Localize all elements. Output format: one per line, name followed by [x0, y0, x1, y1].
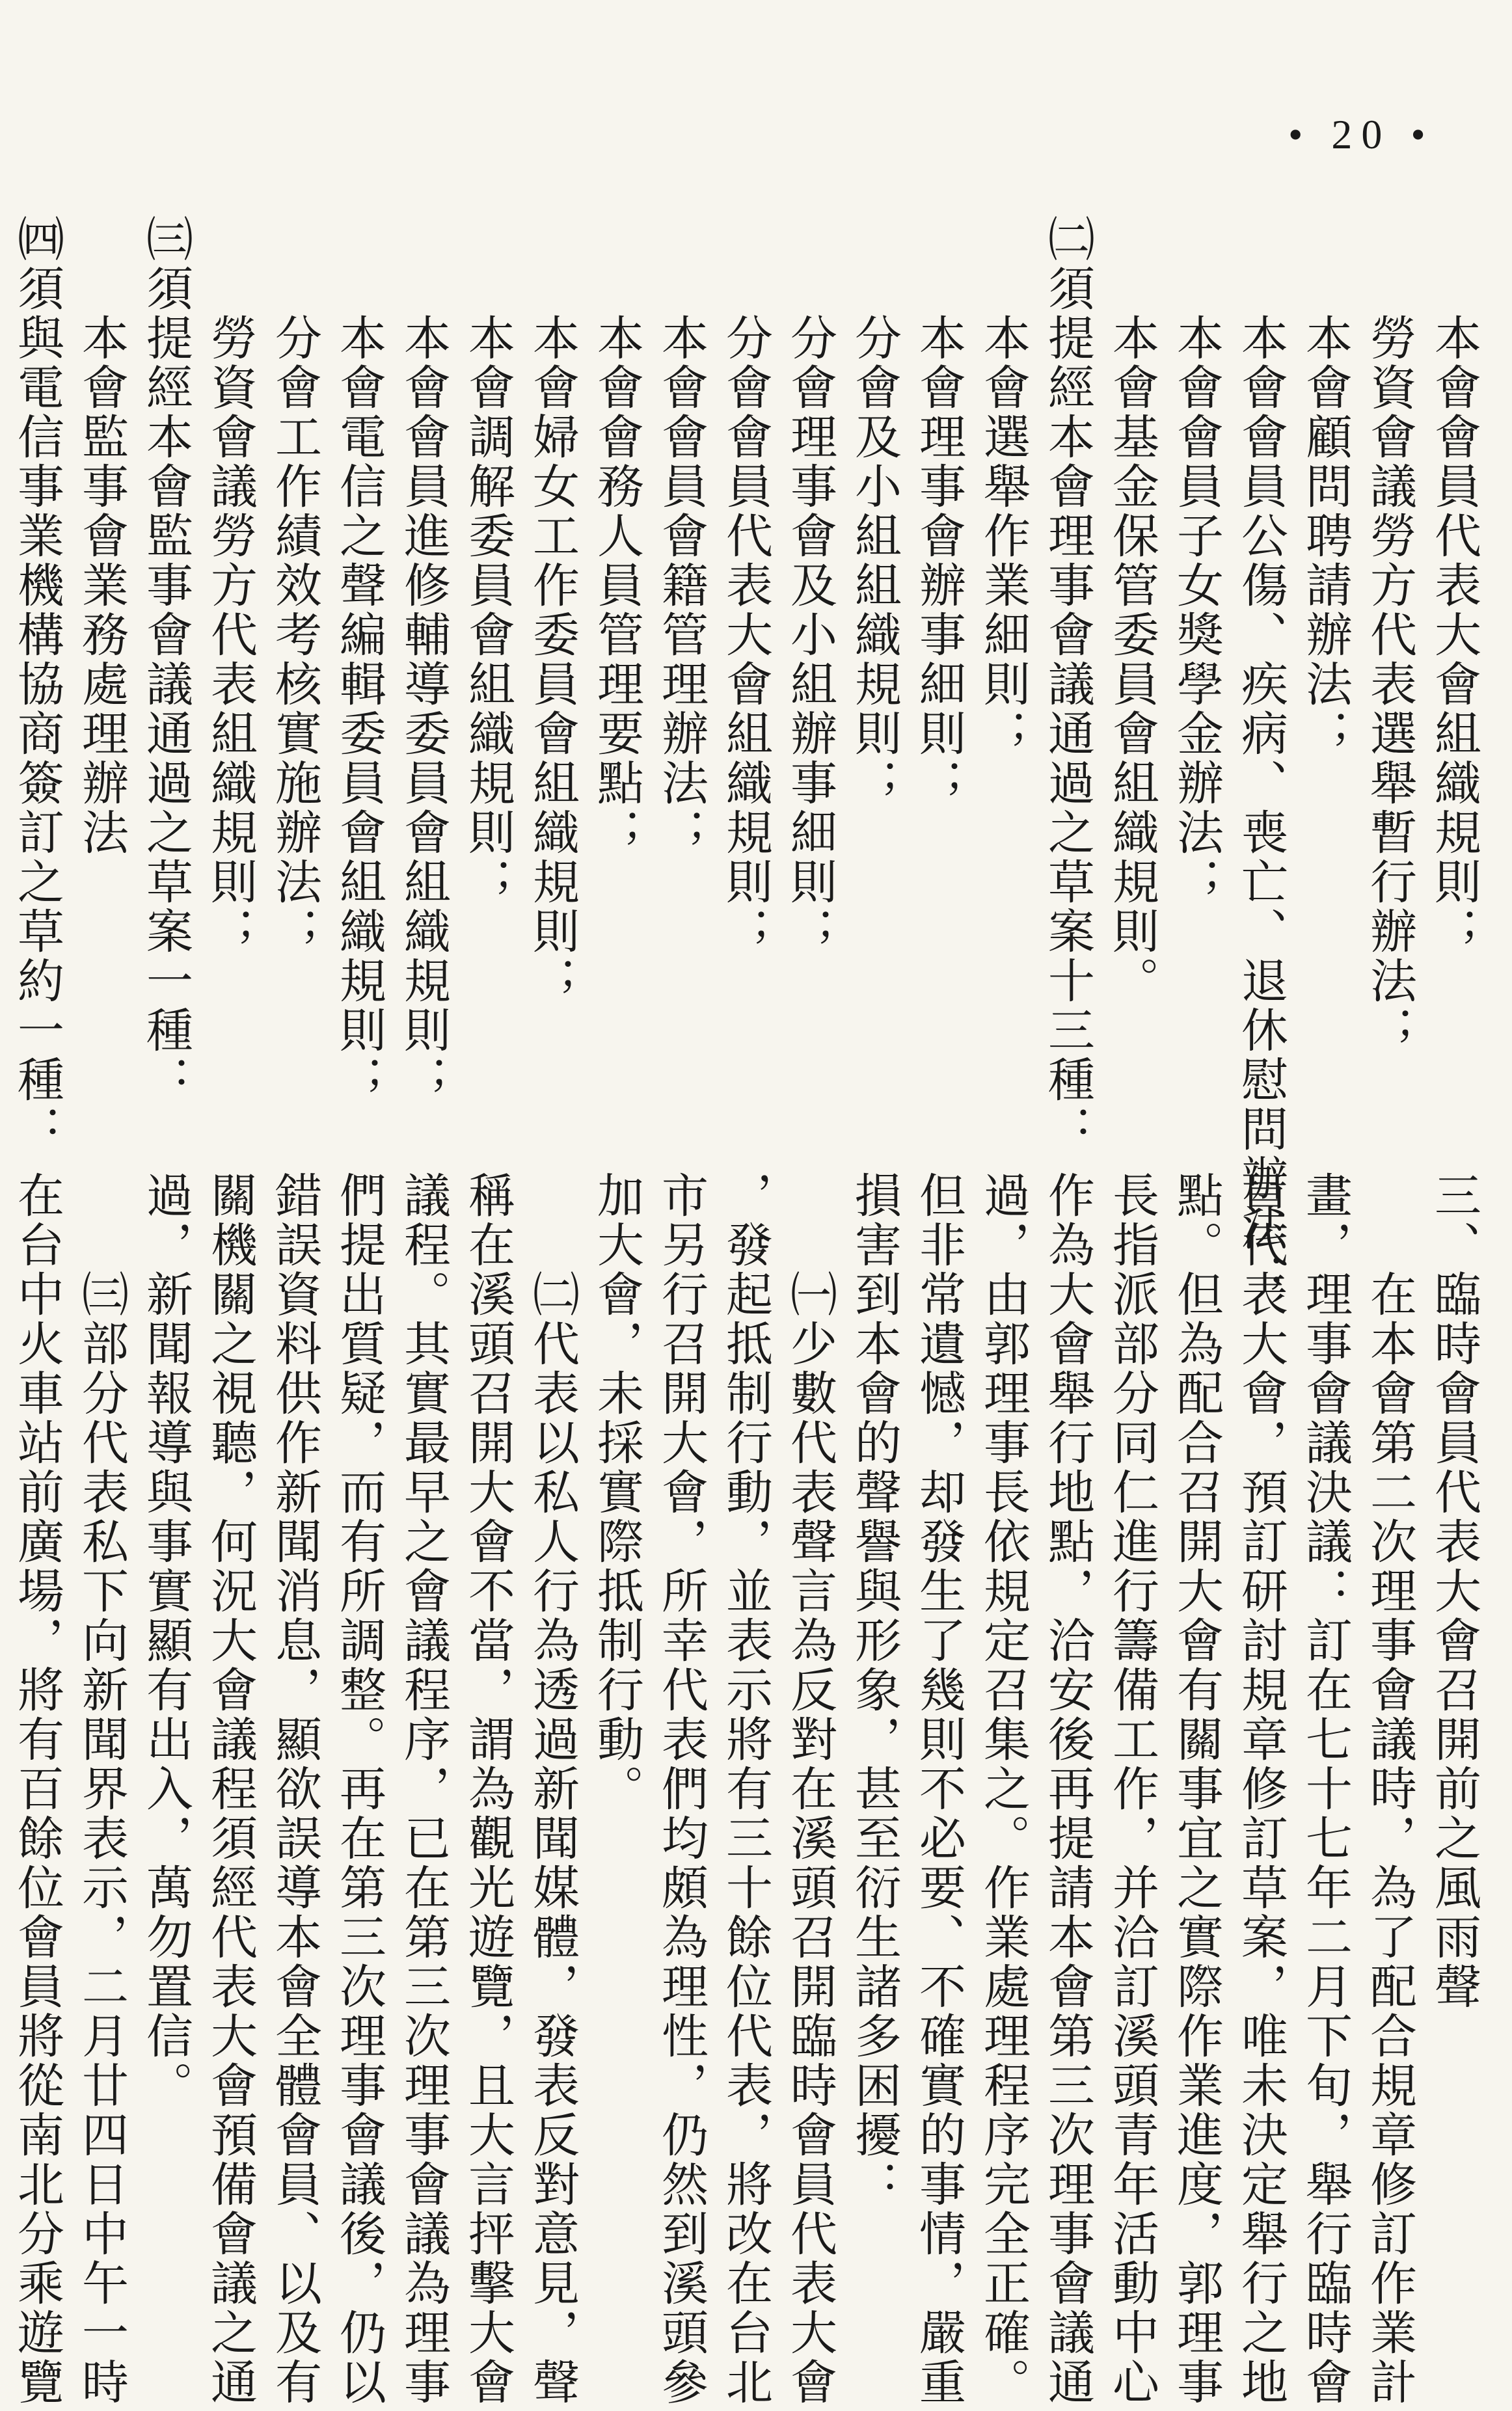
page-number: • 20 • — [1288, 111, 1435, 157]
text-column: 議程。其實最早之會議程序，已在第三次理事會議為理事 — [396, 1171, 451, 2407]
text-column: 本會會員進修輔導委員會組織規則； — [396, 215, 451, 1105]
text-column: 本會婦女工作委員會組織規則； — [525, 215, 580, 1006]
text-column: ㈡須提經本會理事會議通過之草案十三種： — [1040, 215, 1095, 1154]
text-column: 本會會員會籍管理辦法； — [654, 215, 709, 857]
text-column: 本會理事會辦事細則； — [911, 215, 966, 808]
text-column: 畫，理事會議決議：訂在七十七年二月下旬，舉行臨時會 — [1298, 1171, 1353, 2407]
bottom-text-block — [0, 1171, 1486, 2407]
text-column: 關機關之視聽，何況大會議程須經代表大會預備會議之通 — [203, 1171, 258, 2407]
text-column: 加大會，未採實際抵制行動。 — [589, 1171, 644, 1814]
text-column — [0, 215, 5, 1158]
text-column: ㈢部分代表私下向新聞界表示，二月廿四日中午一時 — [74, 1171, 129, 2407]
text-column: 錯誤資料供作新聞消息，顯欲誤導本會全體會員、以及有 — [267, 1171, 322, 2407]
text-column: 分會理事會及小組辦事細則； — [783, 215, 837, 956]
text-column: ㈢須提經本會監事會議通過之草案一種： — [139, 215, 193, 1105]
text-column: 分會及小組組織規則； — [847, 215, 902, 808]
text-column: ㈡代表以私人行為透過新聞媒體，發表反對意見，聲 — [525, 1171, 580, 2407]
text-column: 損害到本會的聲譽與形象，甚至衍生諸多困擾： — [847, 1171, 902, 2209]
text-column: 作為大會舉行地點，洽安後再提請本會第三次理事會議通 — [1040, 1171, 1095, 2407]
text-column: 本會調解委員會組織規則； — [461, 215, 515, 907]
text-column: 本會會員公傷、疾病、喪亡、退休慰問辦法； — [1234, 215, 1288, 1302]
text-column: 在台中火車站前廣場，將有百餘位會員將從南北分乘遊覽 — [10, 1171, 64, 2407]
top-text-block — [0, 215, 1486, 1302]
text-column: 過，新聞報導與事實顯有出入，萬勿置信。 — [139, 1171, 193, 2110]
text-column: 市另行召開大會，所幸代表們均頗為理性，仍然到溪頭參 — [654, 1171, 709, 2407]
text-column: 本會監事會業務處理辦法 — [74, 215, 129, 857]
text-column: 長指派部分同仁進行籌備工作，并洽訂溪頭青年活動中心 — [1105, 1171, 1159, 2407]
text-column: 本會選舉作業細則； — [976, 215, 1031, 759]
text-column: ㈠少數代表聲言為反對在溪頭召開臨時會員代表大會 — [783, 1171, 837, 2407]
text-column — [0, 1171, 5, 2277]
text-column: 本會顧問聘請辦法； — [1298, 215, 1353, 759]
text-column: 們提出質疑，而有所調整。再在第三次理事會議後，仍以 — [332, 1171, 386, 2407]
text-column: 勞資會議勞方代表選舉暫行辦法； — [1362, 215, 1417, 1055]
text-column: 三、臨時會員代表大會召開前之風雨聲 — [1427, 1171, 1481, 2012]
text-column: 分會會員代表大會組織規則； — [718, 215, 773, 956]
text-column: 勞資會議勞方代表組織規則； — [203, 215, 258, 956]
text-column: 在本會第二次理事會議時，為了配合規章修訂作業計 — [1362, 1171, 1417, 2407]
text-column: 但非常遺憾，却發生了幾則不必要、不確實的事情，嚴重 — [911, 1171, 966, 2407]
text-column: 員代表大會，預訂研討規章修訂草案，唯未決定舉行之地 — [1234, 1171, 1288, 2407]
text-column: 稱在溪頭召開大會不當，謂為觀光遊覽，且大言抨擊大會 — [461, 1171, 515, 2407]
text-column: ，發起抵制行動，並表示將有三十餘位代表，將改在台北 — [718, 1171, 773, 2407]
text-column: 本會電信之聲編輯委員會組織規則； — [332, 215, 386, 1105]
text-column: ㈣須與電信事業機構協商簽訂之草約一種： — [10, 215, 64, 1154]
text-column: 本會會務人員管理要點； — [589, 215, 644, 857]
text-column: 本會會員代表大會組織規則； — [1427, 215, 1481, 956]
text-column: 過，由郭理事長依規定召集之。作業處理程序完全正確。 — [976, 1171, 1031, 2407]
text-column: 分會工作績效考核實施辦法； — [267, 215, 322, 956]
text-column: 本會會員子女獎學金辦法； — [1169, 215, 1224, 907]
text-column: 本會基金保管委員會組織規則。 — [1105, 215, 1159, 1006]
text-column: 點。但為配合召開大會有關事宜之實際作業進度，郭理事 — [1169, 1171, 1224, 2407]
